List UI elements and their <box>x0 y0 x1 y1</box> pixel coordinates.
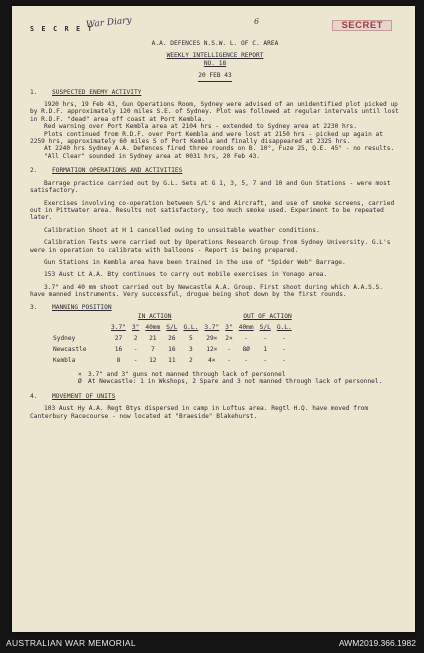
secret-stamp: SECRET <box>332 20 392 31</box>
document-sheet <box>12 6 415 632</box>
paragraph: Calibration Tests were carried out by Operations Research Group from Sydney University. G.L's were in operation to calibrate with balloons - Report is being prepared. <box>30 239 391 254</box>
header-report-number: NO. 18 <box>203 59 227 67</box>
header-unit: A.A. DEFENCES N.S.W. L. OF C. AREA <box>151 40 279 47</box>
paragraph: Barrage practice carried out by G.L. Sets at G 1, 3, 5, 7 and 10 and Gun Stations - were most satisfactory. <box>30 179 391 195</box>
table-cell: - <box>282 345 287 353</box>
table-cell: 1 <box>263 345 268 353</box>
section-manning-position <box>30 304 400 386</box>
manning-table <box>50 311 295 366</box>
report-header <box>30 40 400 82</box>
table-cell: 29× <box>206 334 218 342</box>
section-title: MANNING POSITION <box>52 303 112 311</box>
table-cell: - <box>227 356 231 364</box>
table-cell: 2 <box>189 356 193 364</box>
table-cell: 5 <box>189 334 193 342</box>
table-row <box>50 355 295 366</box>
paragraph: 103 Aust Hy A.A. Regt Btys dispersed in camp in Loftus area. Regtl H.Q. have moved from Canterbury Racecourse - now located at "Braeside" Blakehurst. <box>30 405 369 420</box>
table-cell: - <box>263 356 268 364</box>
paragraph: Exercises involving co-operation between S/L's and Aircraft, and use of smoke screens, carried out in Pittwater area. Results not satisfactory, too much smoke used. Experiment to be repeated later. <box>30 199 395 222</box>
section-number: 4. <box>30 392 38 400</box>
note-text: 3.7" and 3" guns not manned through lack of personnel <box>88 370 286 378</box>
column-header: G.L. <box>183 323 199 331</box>
section-title: FORMATION OPERATIONS AND ACTIVITIES <box>52 167 183 175</box>
column-header: 3.7" <box>204 323 220 331</box>
section-number: 1. <box>30 88 38 96</box>
header-report-title: WEEKLY INTELLIGENCE REPORT <box>166 52 264 60</box>
table-row <box>50 344 295 355</box>
table-cell: 27 <box>114 334 123 342</box>
table-column-header <box>50 322 295 333</box>
section-suspected-enemy-activity <box>30 89 400 161</box>
table-cell: - <box>227 345 231 353</box>
table-cell: - <box>133 345 138 353</box>
footer-catalogue-id: AWM2019.366.1982 <box>338 638 416 648</box>
section-number: 3. <box>30 303 38 311</box>
section-number: 2. <box>30 167 38 175</box>
paragraph: At 2240 hrs Sydney A.A. Defences fired three rounds on B. 10°, Fuze 25, Q.E. 45° - no results. <box>44 145 395 153</box>
archive-footer <box>0 634 424 653</box>
column-header: 3" <box>225 323 233 331</box>
table-cell: 8Ø <box>242 345 250 353</box>
table-cell: - <box>282 356 287 364</box>
page-number: 6 <box>254 17 260 26</box>
table-cell: 2× <box>225 334 233 342</box>
column-header: 3" <box>131 323 140 331</box>
column-header: 3.7" <box>111 323 126 331</box>
paragraph: Calibration Shoot at H 1 cancelled owing to unsuitable weather conditions. <box>44 226 320 234</box>
table-notes <box>30 371 400 386</box>
table-cell: - <box>282 334 287 342</box>
table-cell: 8 <box>116 356 121 364</box>
table-cell: 3 <box>189 345 193 353</box>
table-cell: - <box>263 334 268 342</box>
column-header: S/L <box>259 323 271 331</box>
table-cell: 16 <box>168 345 176 353</box>
note-symbol: Ø <box>78 378 82 386</box>
row-label: Newcastle <box>53 345 87 353</box>
paragraph: "All Clear" sounded in Sydney area at 0031 hrs, 20 Feb 43. <box>44 152 261 160</box>
paragraph: 3.7" and 40 mm shoot carried out by Newcastle A.A. Group. First shoot during which A.A.S.S. have manned instruments. Very successful, drogue being shot down by the first rounds. <box>30 283 383 299</box>
table-cell: 16 <box>114 345 123 353</box>
paragraph: Red warning over Port Kembla area at 2104 hrs - extended to Sydney area at 2230 hrs. <box>44 123 357 131</box>
footer-institution: AUSTRALIAN WAR MEMORIAL <box>6 638 136 648</box>
note-text: At Newcastle: 1 in Wkshops, 2 Spare and 3 not manned through lack of personnel. <box>88 378 383 386</box>
section-title: MOVEMENT OF UNITS <box>52 392 116 400</box>
table-cell: 12× <box>206 345 218 353</box>
group-in-action: IN ACTION <box>137 312 172 320</box>
column-header: G.L. <box>276 323 292 331</box>
note-symbol: × <box>78 370 82 378</box>
top-line <box>30 15 400 40</box>
paragraph: Gun Stations in Kembla area have been trained in the use of "Spider Web" Barrage. <box>44 258 346 266</box>
secret-typed-label: S E C R E T <box>30 25 94 33</box>
table-cell: - <box>133 356 138 364</box>
row-label: Sydney <box>53 334 76 342</box>
section-title: SUSPECTED ENEMY ACTIVITY <box>52 88 142 96</box>
row-label: Kembla <box>53 356 76 364</box>
table-cell: 26 <box>168 334 176 342</box>
table-cell: - <box>244 334 249 342</box>
group-out-of-action: OUT OF ACTION <box>243 312 292 320</box>
table-cell: 4× <box>208 356 216 364</box>
table-cell: 21 <box>149 334 157 342</box>
paragraph: 153 Aust Lt A.A. Bty continues to carry out mobile exercises in Yonago area. <box>44 271 328 279</box>
handwritten-annotation: War Diary <box>85 15 133 31</box>
report-page <box>30 15 400 420</box>
section-movement-of-units <box>30 393 400 420</box>
table-group-header <box>50 311 295 322</box>
column-header: 40mm <box>145 323 161 331</box>
section-formation-operations <box>30 167 400 298</box>
table-cell: 11 <box>168 356 176 364</box>
table-row <box>50 333 295 344</box>
column-header: 40mm <box>238 323 254 331</box>
table-cell: 7 <box>150 345 155 353</box>
table-cell: 12 <box>149 356 157 364</box>
column-header: S/L <box>166 323 178 331</box>
table-cell: - <box>244 356 249 364</box>
header-date: 20 FEB 43 <box>198 72 232 81</box>
paragraph: Plots continued from R.D.F. over Port Kembla and were lost at 2150 hrs - picked up again at 2259 hrs, approximately 60 miles S of Port Kembla and finally disappeared at 2325 hrs. <box>30 130 383 146</box>
paragraph: 1920 hrs, 19 Feb 43, Gun Operations Room, Sydney were advised of an unidentified plot picked up by R.D.F. approximately 120 miles S.E. of Sydney. Plot was followed at regular intervals until lost in R.D.F. "dead" area off coast at Port Kembla. <box>30 101 399 123</box>
table-cell: 2 <box>133 334 138 342</box>
